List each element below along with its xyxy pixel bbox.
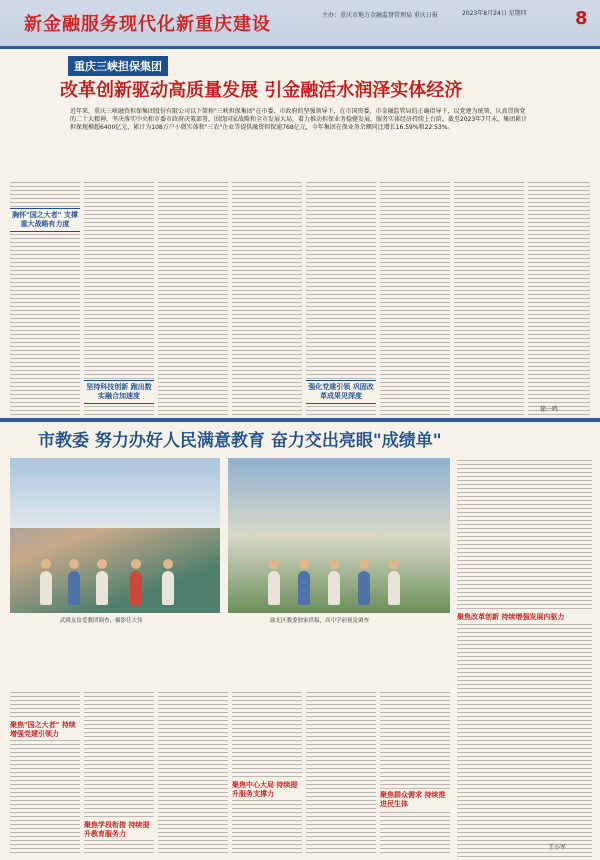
article-body-columns-2	[10, 690, 450, 855]
article-title-2: 市教委 努力办好人民满意教育 奋力交出亮眼"成绩单"	[38, 431, 442, 451]
page-header	[0, 0, 600, 49]
article-byline-2: 王小军	[548, 844, 567, 851]
subheading: 聚焦"国之大者" 持续增强党建引领力	[10, 720, 80, 740]
text-column	[306, 690, 376, 855]
article-body-columns	[10, 180, 590, 415]
subheading: 坚持科技创新 跑出数实融合加速度	[84, 380, 154, 404]
subheading: 聚焦群众需求 持续推进民生体	[380, 790, 450, 810]
subheading: 强化党建引领 巩固改革成果见深度	[306, 380, 376, 404]
article-lead: 近年来，重庆三峡融资担保集团股份有限公司以下简称"三峡担保集团"在市委、市政府的坚强领导下，在市国资委、市金融监管局的正确指导下，以党建为统领，认真贯彻党的二十大精神，坚决落实中央和市委市政府决策部署，围绕国家战略和全市发展大局，着力推动担保业务稳健发展，服务实体经济持续上台阶。截至2023年7月末，集团累计担保规模超6400亿元，累计为108万户小微实体和"三农"企业等提供融资担保逾768亿元，今年集团在保业务余额同比增长16.59%和22.53%。	[70, 108, 528, 131]
subheading: 聚焦中心大局 持续提升服务支撑力	[232, 780, 302, 800]
photo-classroom	[228, 458, 450, 613]
text-column	[380, 180, 450, 415]
right-text-column	[457, 458, 592, 858]
article-title: 改革创新驱动高质量发展 引金融活水润泽实体经济	[60, 80, 463, 101]
text-column	[528, 180, 590, 415]
text-column	[158, 180, 228, 415]
header-editors: 主办：重庆市地方金融监督管理局 重庆日报	[322, 12, 438, 19]
text-column	[10, 690, 80, 855]
text-column	[380, 690, 450, 855]
header-date: 2023年8月24日 星期四	[462, 10, 527, 17]
photo-caption: 渝北区教委独家供稿，高中学前视觉调查	[270, 618, 370, 624]
subheading: 聚焦改革创新 持续增强发展内驱力	[457, 612, 592, 623]
page-number: 8	[575, 8, 588, 29]
photo-students	[10, 458, 220, 613]
subheading: 胸怀"国之大者" 支撑重大战略有力度	[10, 208, 80, 232]
text-column	[454, 180, 524, 415]
article-byline: 徐一鸣	[540, 406, 559, 413]
article-kicker: 重庆三峡担保集团	[68, 56, 168, 76]
subheading: 聚焦学段衔接 持续提升教育服务力	[84, 820, 154, 840]
text-column	[158, 690, 228, 855]
photo-caption: 武隆友谊爱教团调查，摄影任大伟	[60, 618, 143, 624]
text-column	[232, 690, 302, 855]
text-column	[232, 180, 302, 415]
section-divider	[0, 418, 600, 422]
page-header-title: 新金融服务现代化新重庆建设	[24, 14, 271, 35]
